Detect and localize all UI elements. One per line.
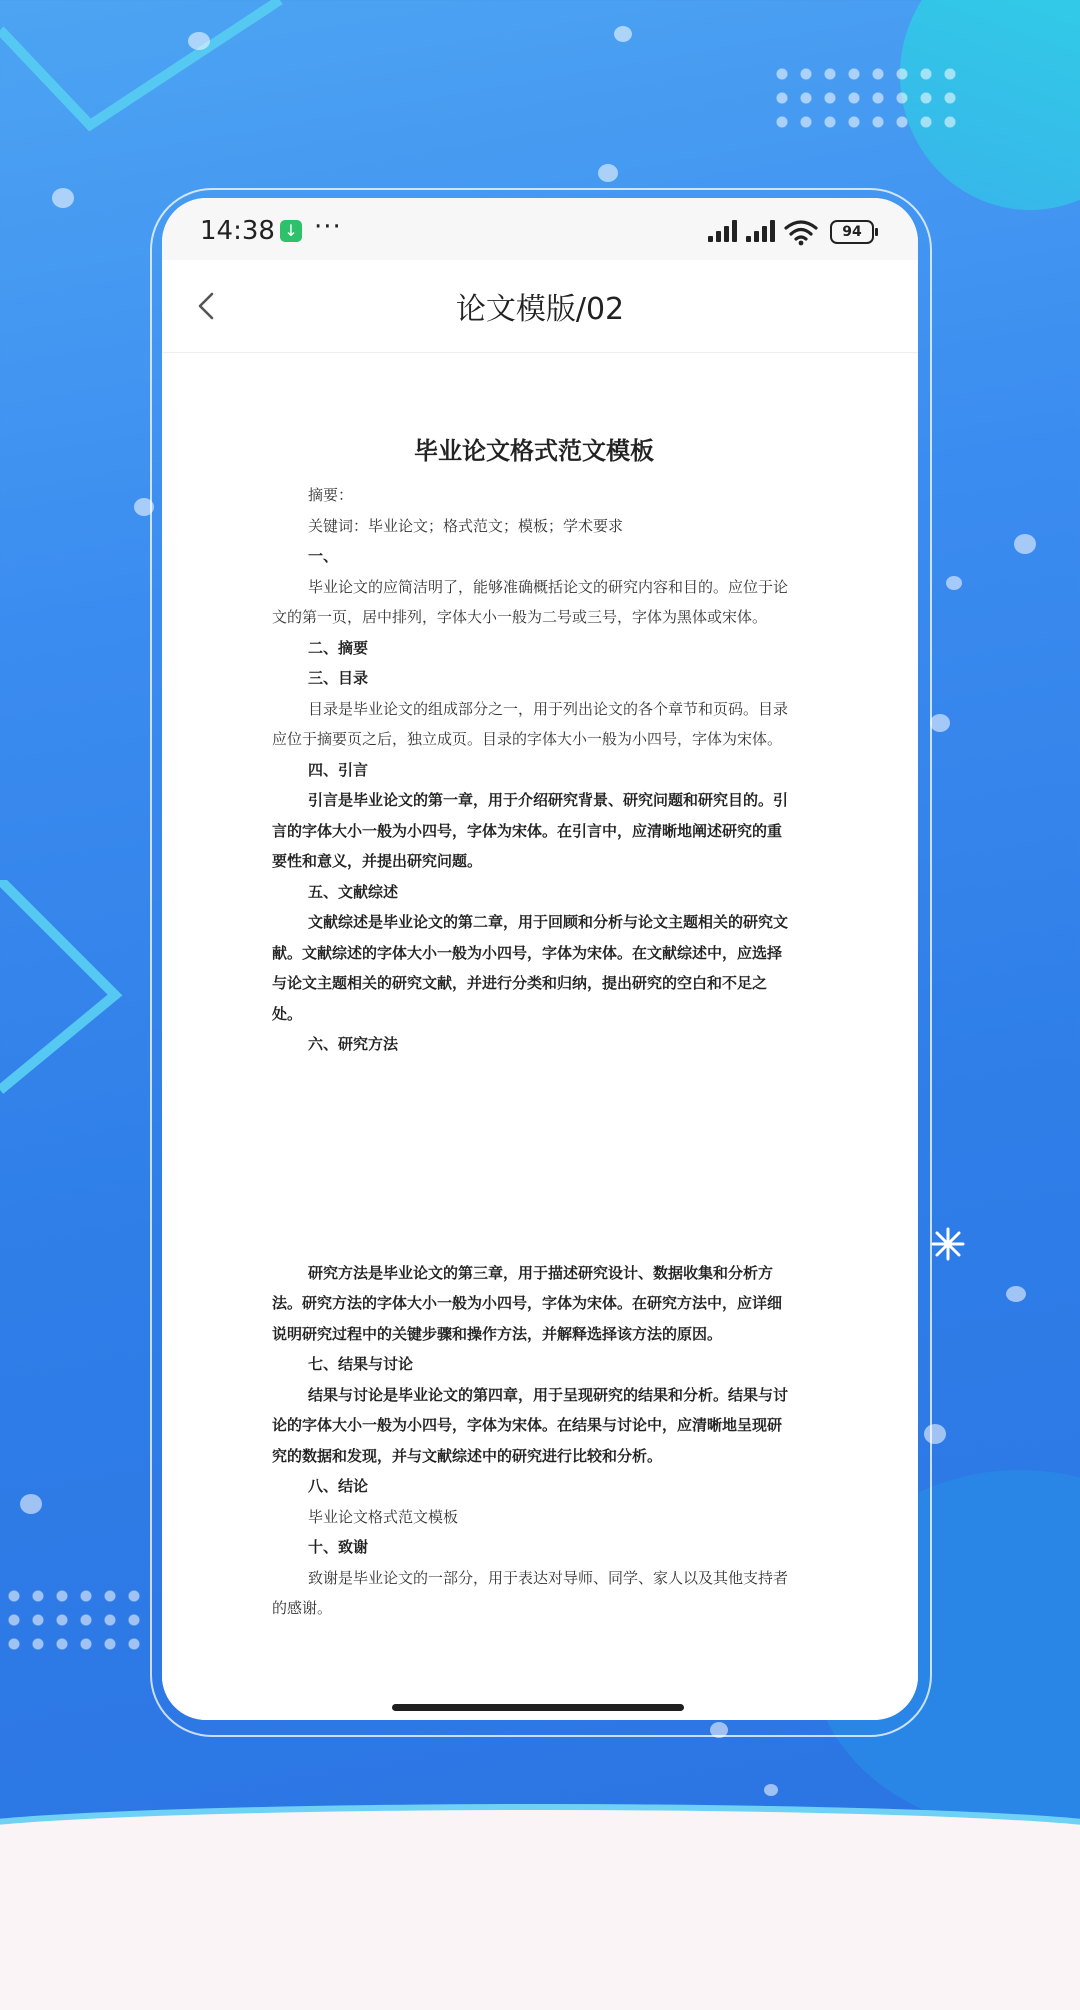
background-bubble	[52, 188, 74, 208]
background-bubble	[1014, 534, 1036, 554]
background-bubble	[20, 1494, 42, 1514]
document-heading: 八、结论	[308, 1477, 369, 1495]
document-heading: 三、目录	[308, 669, 369, 687]
background-bubble	[930, 714, 950, 732]
document-paragraph: 毕业论文的应简洁明了，能够准确概括论文的研究内容和目的。应位于论文的第一页，居中排列，字体大小一般为二号或三号，字体为黑体或宋体。	[272, 577, 789, 626]
more-icon: ···	[314, 212, 342, 242]
background-bubble	[946, 576, 962, 590]
background-bubble	[614, 26, 632, 42]
background-bubble	[764, 1784, 778, 1796]
sparkle-icon	[930, 1226, 966, 1262]
document-heading: 十、致谢	[308, 1538, 369, 1556]
download-icon: ↓	[280, 220, 302, 242]
background-bubble	[1006, 1286, 1026, 1302]
navigation-bar	[162, 260, 918, 353]
background-dot-grid	[770, 62, 962, 136]
document-paragraph: 毕业论文格式范文模板	[308, 1507, 459, 1526]
page-break-gap	[272, 1060, 796, 1258]
signal-icon	[708, 220, 738, 242]
document-paragraph: 关键词：毕业论文；格式范文；模板；学术要求	[308, 516, 624, 535]
bottom-wave	[0, 1810, 1080, 2010]
document-heading: 一、	[308, 547, 339, 565]
document-section-b	[272, 1258, 796, 1624]
document-paragraph: 文献综述是毕业论文的第二章，用于回顾和分析与论文主题相关的研究文献。文献综述的字体大小一般为小四号，字体为宋体。在文献综述中，应选择与论文主题相关的研究文献，并进行分类和归纳，提出研究的空白和不足之处。	[272, 913, 789, 1023]
document-heading: 六、研究方法	[308, 1035, 399, 1053]
document-section-a	[272, 480, 796, 1060]
status-bar	[162, 198, 918, 260]
document-heading: 五、文献综述	[308, 882, 399, 901]
document-paragraph: 研究方法是毕业论文的第三章，用于描述研究设计、数据收集和分析方法。研究方法的字体大小一般为小四号，字体为宋体。在研究方法中，应详细说明研究过程中的关键步骤和操作方法，并解释选择该方法的原因。	[272, 1263, 783, 1343]
background-line-decoration	[0, 0, 300, 140]
document-heading: 七、结果与讨论	[308, 1355, 414, 1373]
document-paragraph: 引言是毕业论文的第一章，用于介绍研究背景、研究问题和研究目的。引言的字体大小一般为小四号，字体为宋体。在引言中，应清晰地阐述研究的重要性和意义，并提出研究问题。	[272, 791, 789, 870]
document-heading: 二、摘要	[308, 638, 369, 657]
background-dot-grid	[2, 1584, 152, 1658]
document-paragraph: 致谢是毕业论文的一部分，用于表达对导师、同学、家人以及其他支持者的感谢。	[272, 1568, 789, 1617]
document-page	[272, 431, 796, 1624]
background-chevron-decoration	[0, 880, 130, 1110]
document-paragraph: 目录是毕业论文的组成部分之一，用于列出论文的各个章节和页码。目录应位于摘要页之后，独立成页。目录的字体大小一般为小四号，字体为宋体。	[272, 699, 789, 748]
wifi-icon	[784, 218, 818, 246]
phone-screen	[162, 198, 918, 1720]
page-title: 论文模版/02	[455, 292, 625, 327]
status-time: 14:38	[200, 216, 275, 246]
document-title: 毕业论文格式范文模板	[414, 436, 654, 465]
home-indicator[interactable]	[392, 1704, 684, 1711]
document-paragraph: 摘要：	[308, 486, 354, 504]
document-paragraph: 结果与讨论是毕业论文的第四章，用于呈现研究的结果和分析。结果与讨论的字体大小一般为小四号，字体为宋体。在结果与讨论中，应清晰地呈现研究的数据和发现，并与文献综述中的研究进行比较和分析。	[272, 1385, 789, 1465]
document-viewer[interactable]	[162, 353, 918, 1720]
signal-icon	[746, 220, 776, 242]
battery-icon: 94	[830, 220, 874, 244]
background-bubble	[598, 164, 618, 182]
background-bubble	[188, 32, 210, 50]
document-heading: 四、引言	[308, 760, 369, 779]
